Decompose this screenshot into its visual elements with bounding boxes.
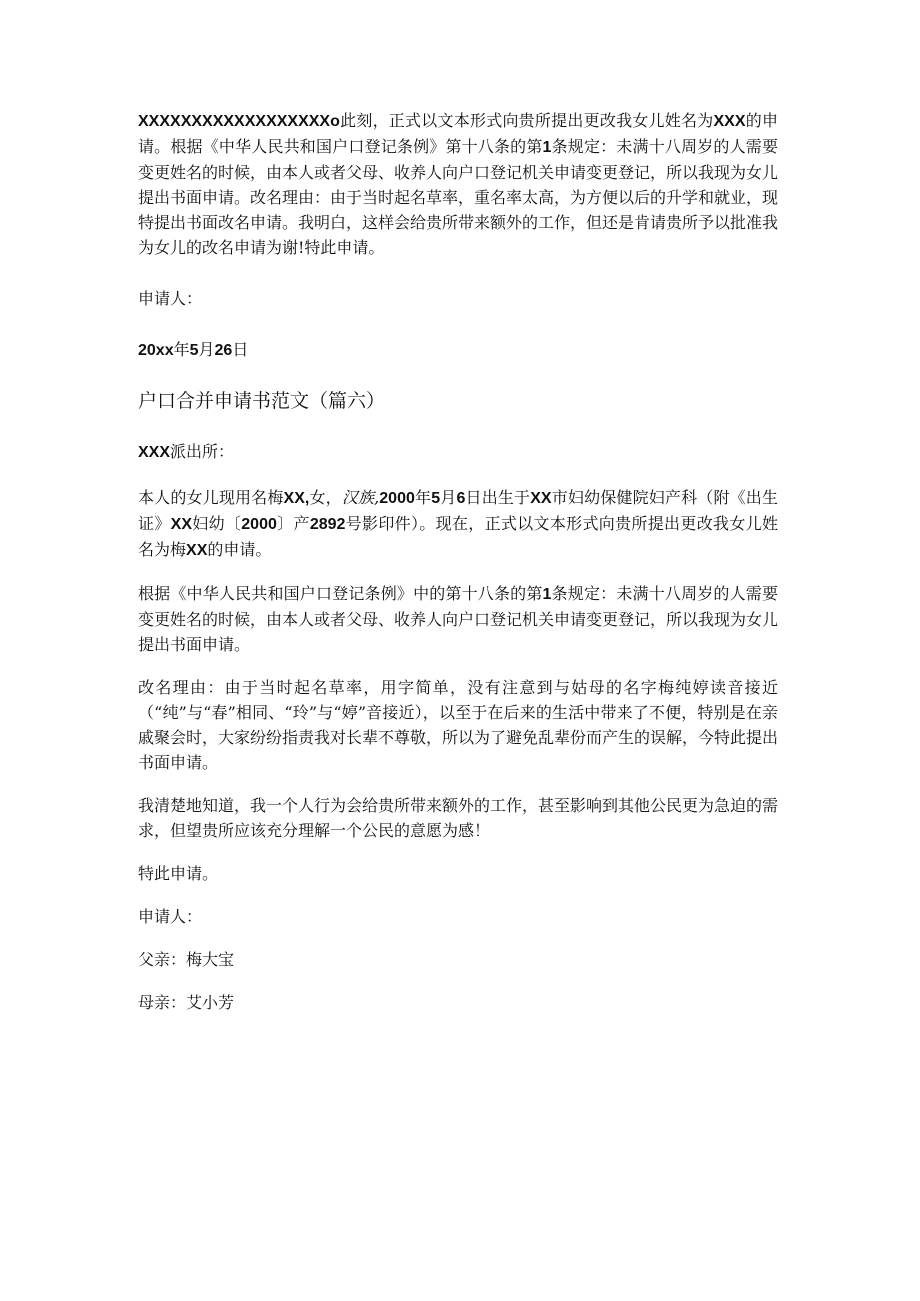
date-unit: 日 bbox=[232, 340, 249, 359]
text-span: 女， bbox=[309, 488, 342, 507]
text-span: 日出生于 bbox=[465, 488, 531, 507]
birth-year: 2000 bbox=[379, 490, 415, 507]
article-number: 1 bbox=[542, 586, 552, 603]
text-span: 号影印件）。现在，正式以文本形式向贵所提出更改我女儿姓名为梅 bbox=[138, 514, 778, 559]
child-name: XX, bbox=[283, 490, 310, 507]
salutation bbox=[138, 439, 778, 465]
paragraph-regulation bbox=[138, 581, 778, 657]
text-span: 市妇幼保健院妇产科（附《出生证》 bbox=[138, 488, 778, 533]
redacted-lead: XXXXXXXXXXXXXXXXXXo bbox=[138, 113, 340, 130]
paragraph-acknowledgement: 我清楚地知道，我一个人行为会给贵所带来额外的工作，甚至影响到其他公民更为急迫的需求，但望贵所应该充分理解一个公民的意愿为感！ bbox=[138, 796, 779, 840]
applicant-label: 申请人： bbox=[138, 289, 203, 308]
applicant-label: 申请人： bbox=[138, 907, 203, 926]
document-page bbox=[138, 108, 778, 1015]
new-name: XX bbox=[186, 542, 208, 559]
article-number: 1 bbox=[542, 139, 552, 156]
salutation-suffix: 派出所： bbox=[170, 442, 235, 461]
text-span: 根据《中华人民共和国户口登记条例》中的第十八条的第 bbox=[138, 584, 543, 603]
date-unit: 年 bbox=[173, 340, 190, 359]
text-span: 此刻，正式以文本形式向贵所提出更改我女儿姓名为 bbox=[339, 111, 714, 130]
date-year: 20xx bbox=[138, 342, 174, 359]
paragraph-birth-info bbox=[138, 485, 778, 563]
signature-date bbox=[138, 337, 778, 363]
ethnicity: 汉族, bbox=[341, 488, 380, 507]
date-day: 26 bbox=[214, 342, 233, 359]
father-signature: 父亲：梅大宝 bbox=[138, 950, 235, 969]
text-span: 月 bbox=[440, 488, 457, 507]
section-title: 户口合并申请书范文（篇六） bbox=[138, 390, 386, 412]
certificate-number: 2892 bbox=[309, 516, 346, 533]
child-name: XXX bbox=[713, 113, 746, 130]
closing-line: 特此申请。 bbox=[138, 864, 219, 883]
paragraph-reason: 改名理由：由于当时起名草率，用字简单，没有注意到与姑母的名字梅纯婷读音接近（“纯”与“春”相同、“玲”与“婷”音接近），以至于在后来的生活中带来了不便，特别是在亲戚聚会时，大家纷纷指责我对长辈不尊敬，所以为了避免乱辈份而产生的误解，今特此提出书面申请。 bbox=[138, 678, 779, 772]
section1-paragraph bbox=[138, 108, 778, 260]
text-span: 的申请。根据《中华人民共和国户口登记条例》第十八条的第 bbox=[138, 111, 778, 156]
certificate-prefix: XX bbox=[170, 516, 192, 533]
city-name: XX bbox=[530, 490, 552, 507]
text-span: 年 bbox=[414, 488, 432, 507]
text-span: 〕产 bbox=[276, 514, 310, 533]
text-span: 本人的女儿现用名梅 bbox=[138, 488, 284, 507]
mother-signature: 母亲：艾小芳 bbox=[138, 993, 235, 1012]
date-month: 5 bbox=[189, 342, 199, 359]
text-span: 妇幼〔 bbox=[191, 514, 242, 533]
birth-month: 5 bbox=[431, 490, 441, 507]
date-unit: 月 bbox=[198, 340, 215, 359]
text-span: 的申请。 bbox=[207, 540, 272, 559]
text-span: 条规定：未满十八周岁的人需要变更姓名的时候，由本人或者父母、收养人向户口登记机关申请变更登记，所以我现为女儿提出书面申请。改名理由：由于当时起名草率，重名率太高，为方便以后的升学和就业，现特提出书面改名申请。我明白，这样会给贵所带来额外的工作，但还是肯请贵所予以批准我为女儿的改名申请为谢!特此申请。 bbox=[138, 137, 779, 257]
station-name: XXX bbox=[138, 444, 171, 461]
text-span: 条规定：未满十八周岁的人需要变更姓名的时候，由本人或者父母、收养人向户口登记机关申请变更登记，所以我现为女儿提出书面申请。 bbox=[138, 584, 779, 654]
certificate-year: 2000 bbox=[241, 516, 277, 533]
birth-day: 6 bbox=[456, 490, 466, 507]
